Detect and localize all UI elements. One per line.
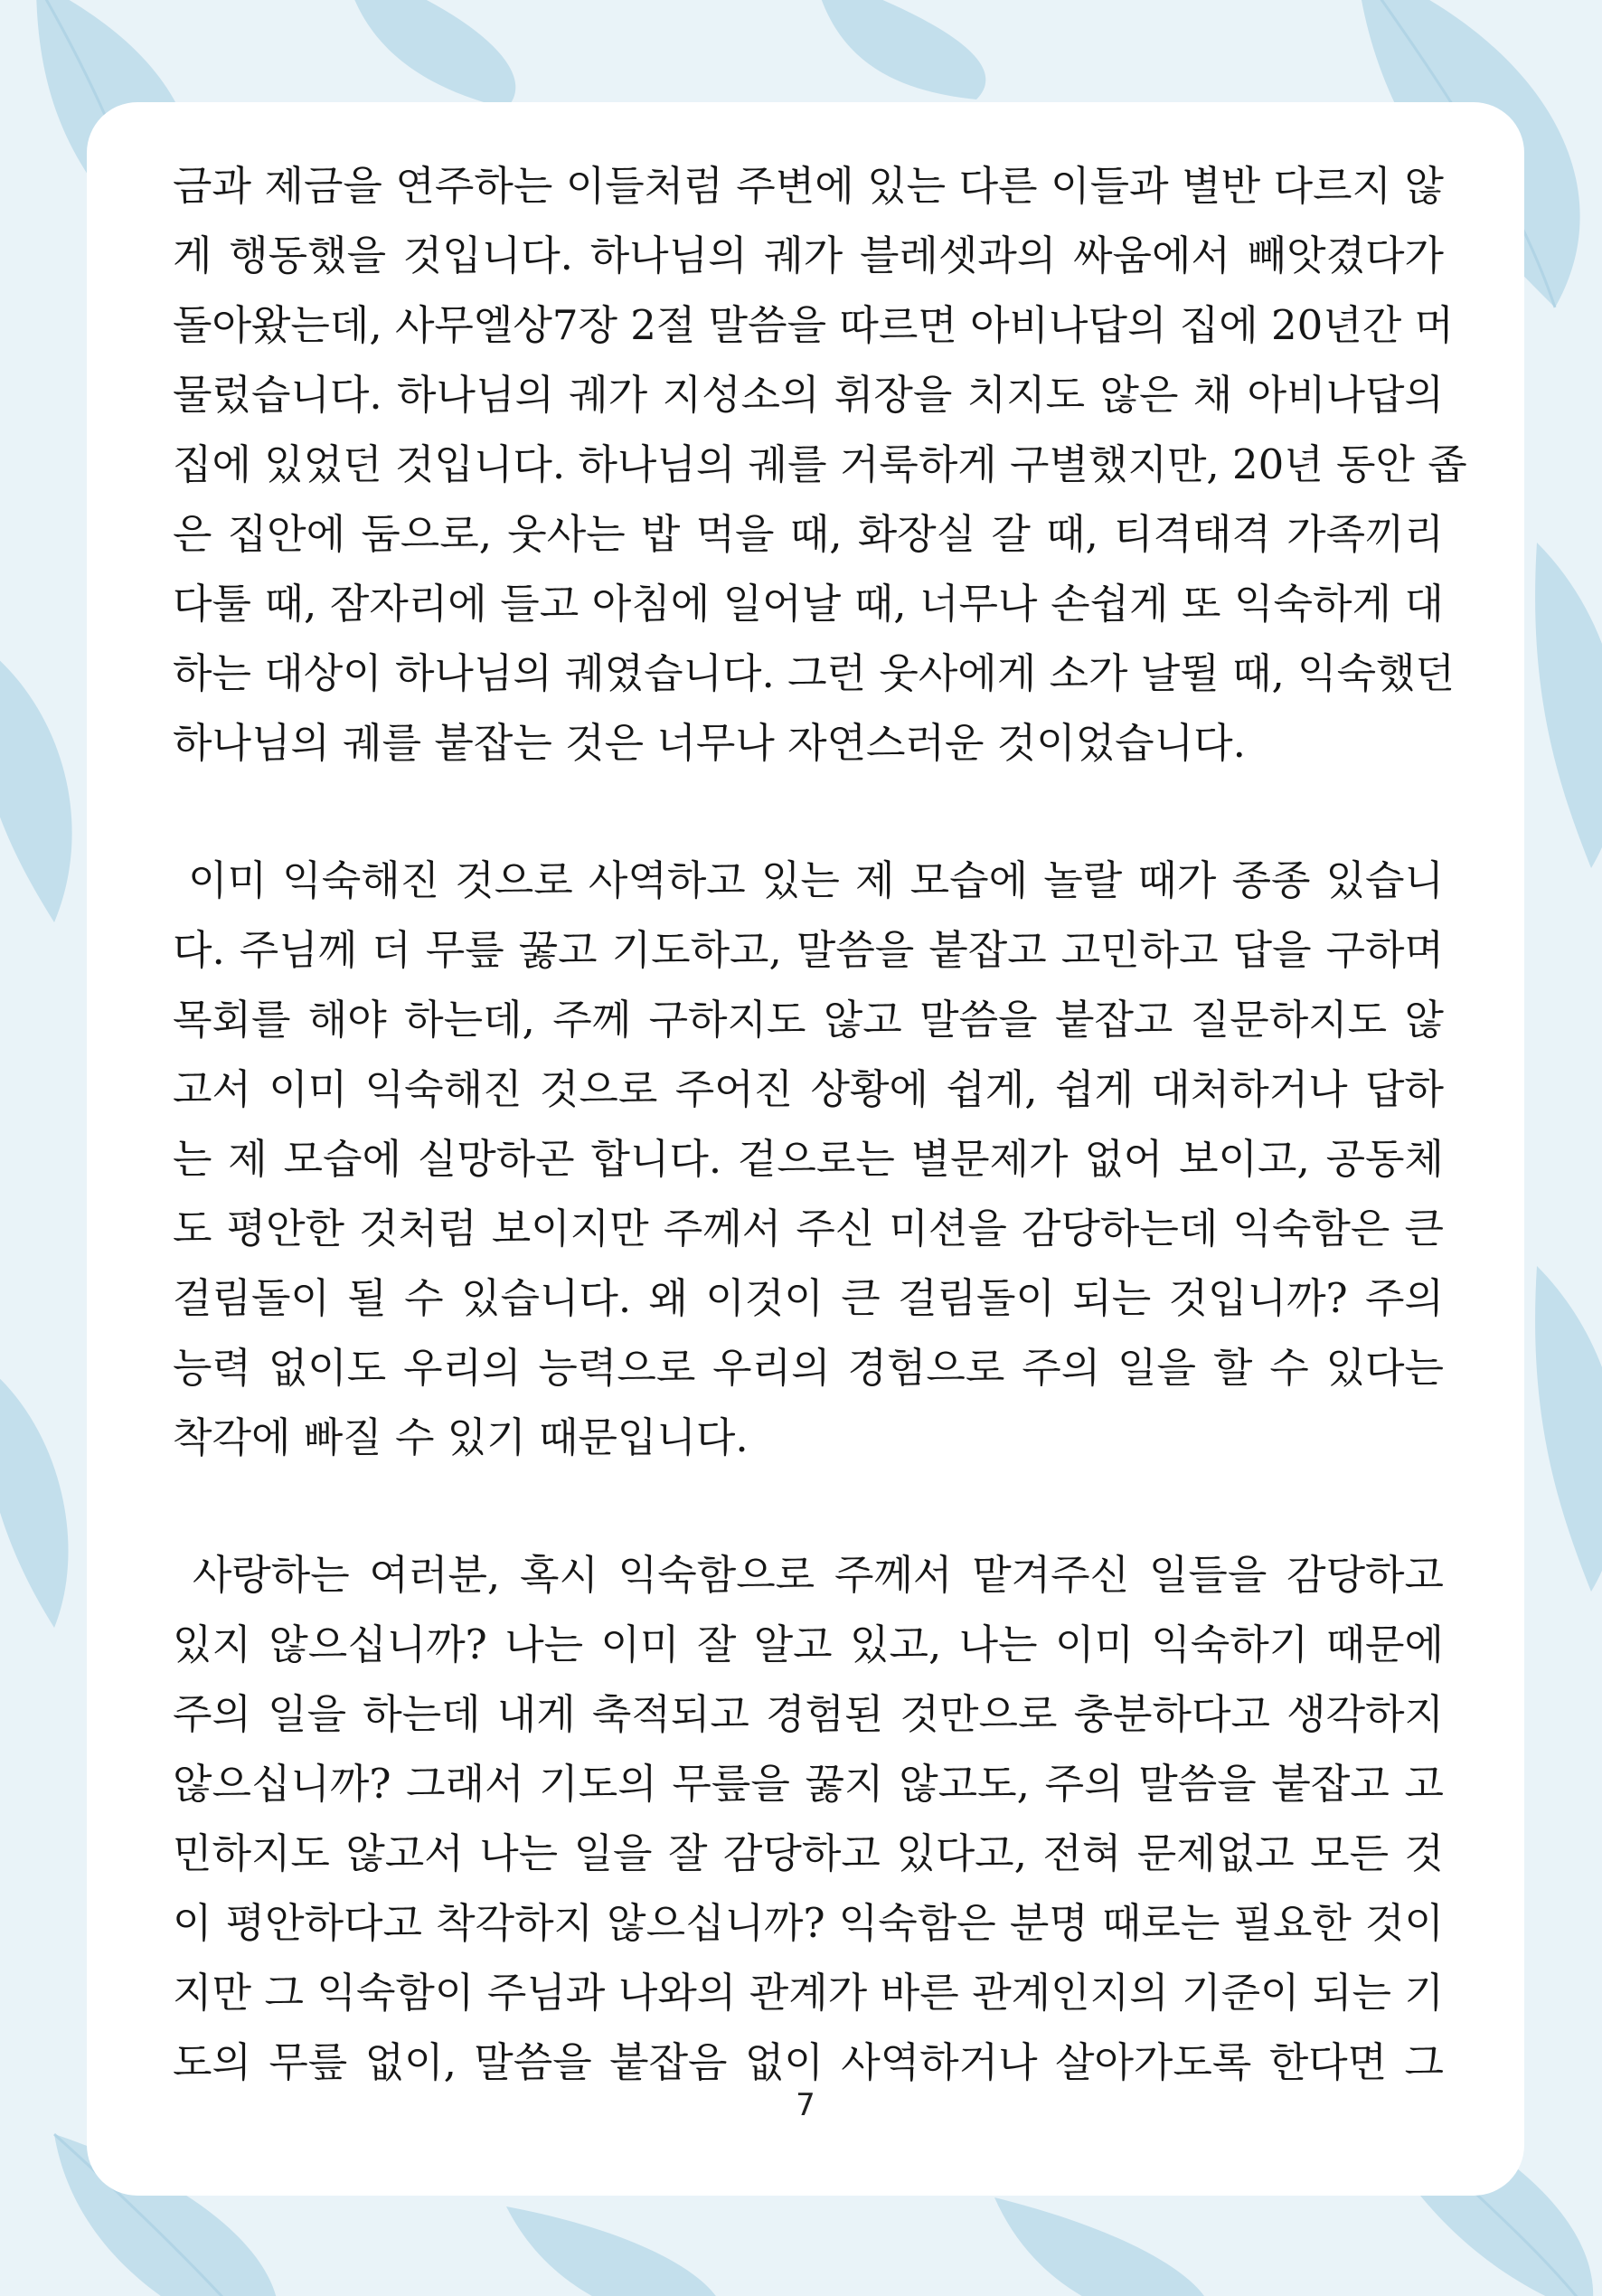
paragraph-3 xyxy=(173,1540,1444,2097)
text-line: 목회를 해야 하는데, 주께 구하지도 않고 말씀을 붙잡고 질문하지도 않 xyxy=(173,996,1444,1044)
text-line: 다툴 때, 잠자리에 들고 아침에 일어날 때, 너무나 손쉽게 또 익숙하게 대 xyxy=(173,580,1444,628)
text-line: 능력 없이도 우리의 능력으로 우리의 경험으로 주의 일을 할 수 있다는 xyxy=(173,1344,1444,1392)
text-line: 도의 무릎 없이, 말씀을 붙잡음 없이 사역하거나 살아가도록 한다면 그 xyxy=(173,2038,1444,2086)
text-line: 이미 익숙해진 것으로 사역하고 있는 제 모습에 놀랄 때가 종종 있습니 xyxy=(173,856,1444,904)
text-line: 걸림돌이 될 수 있습니다. 왜 이것이 큰 걸림돌이 되는 것입니까? 주의 xyxy=(173,1274,1444,1322)
text-line: 않으십니까? 그래서 기도의 무릎을 꿇지 않고도, 주의 말씀을 붙잡고 고 xyxy=(173,1760,1444,1808)
text-line: 도 평안한 것처럼 보이지만 주께서 주신 미션을 감당하는데 익숙함은 큰 xyxy=(173,1205,1444,1252)
text-line: 물렀습니다. 하나님의 궤가 지성소의 휘장을 치지도 않은 채 아비나답의 xyxy=(173,371,1444,419)
text-line: 고서 이미 익숙해진 것으로 주어진 상황에 쉽게, 쉽게 대처하거나 답하 xyxy=(173,1065,1444,1113)
text-line: 민하지도 않고서 나는 일을 잘 감당하고 있다고, 전혀 문제없고 모든 것 xyxy=(173,1829,1444,1877)
text-line: 금과 제금을 연주하는 이들처럼 주변에 있는 다른 이들과 별반 다르지 않 xyxy=(173,162,1444,210)
text-line: 돌아왔는데, 사무엘상7장 2절 말씀을 따르면 아비나답의 집에 20년간 머 xyxy=(173,301,1454,349)
text-line: 사랑하는 여러분, 혹시 익숙함으로 주께서 맡겨주신 일들을 감당하고 xyxy=(173,1551,1444,1599)
text-line: 은 집안에 둠으로, 웃사는 밥 먹을 때, 화장실 갈 때, 티격태격 가족끼리 xyxy=(173,510,1444,558)
paragraph-2 xyxy=(173,846,1444,1472)
page-number: 7 xyxy=(796,2087,815,2123)
page-content-card xyxy=(87,102,1524,2196)
text-line: 하는 대상이 하나님의 궤였습니다. 그런 웃사에게 소가 날뛸 때, 익숙했던 xyxy=(173,649,1455,697)
text-line: 는 제 모습에 실망하곤 합니다. 겉으로는 별문제가 없어 보이고, 공동체 xyxy=(173,1135,1444,1183)
text-line: 집에 있었던 것입니다. 하나님의 궤를 거룩하게 구별했지만, 20년 동안 좁 xyxy=(173,440,1467,488)
text-line: 있지 않으십니까? 나는 이미 잘 알고 있고, 나는 이미 익숙하기 때문에 xyxy=(173,1620,1444,1668)
text-line: 지만 그 익숙함이 주님과 나와의 관계가 바른 관계인지의 기준이 되는 기 xyxy=(173,1969,1444,2017)
text-line: 주의 일을 하는데 내게 축적되고 경험된 것만으로 충분하다고 생각하지 xyxy=(173,1690,1444,1738)
text-line: 착각에 빠질 수 있기 때문입니다. xyxy=(173,1413,749,1461)
text-line: 게 행동했을 것입니다. 하나님의 궤가 블레셋과의 싸움에서 빼앗겼다가 xyxy=(173,231,1444,279)
text-line: 하나님의 궤를 붙잡는 것은 너무나 자연스러운 것이었습니다. xyxy=(173,719,1246,767)
text-line: 이 평안하다고 착각하지 않으십니까? 익숙함은 분명 때로는 필요한 것이 xyxy=(173,1899,1444,1947)
paragraph-1 xyxy=(173,151,1467,778)
text-line: 다. 주님께 더 무릎 꿇고 기도하고, 말씀을 붙잡고 고민하고 답을 구하며 xyxy=(173,926,1444,974)
